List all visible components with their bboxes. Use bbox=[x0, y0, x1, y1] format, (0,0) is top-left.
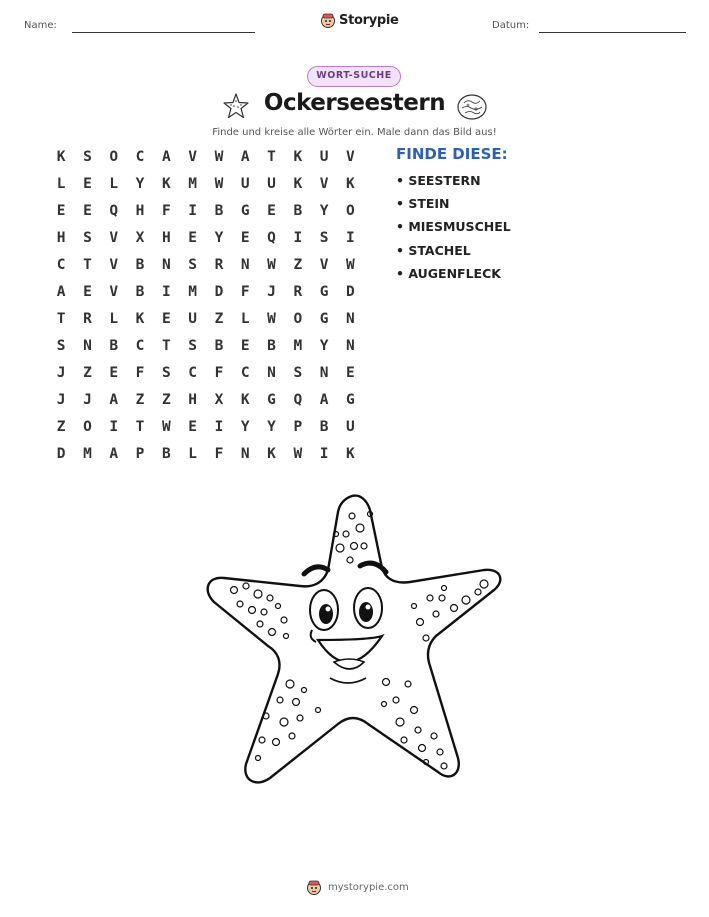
grid-letter: I bbox=[346, 230, 355, 246]
grid-letter: B bbox=[267, 338, 276, 354]
grid-row bbox=[48, 337, 364, 364]
grid-letter: S bbox=[188, 338, 197, 354]
grid-row bbox=[48, 445, 364, 472]
grid-letter: D bbox=[346, 284, 355, 300]
grid-letter: R bbox=[83, 311, 92, 327]
grid-letter: B bbox=[109, 338, 119, 354]
grid-letter: E bbox=[83, 176, 92, 192]
grid-letter: E bbox=[346, 365, 355, 381]
grid-letter: N bbox=[240, 446, 250, 462]
name-line bbox=[72, 32, 255, 33]
grid-letter: B bbox=[135, 257, 145, 273]
grid-letter: D bbox=[214, 284, 224, 300]
word-list-title: FINDE DIESE: bbox=[396, 145, 508, 163]
word-list-item: • STACHEL bbox=[396, 242, 471, 258]
grid-letter: I bbox=[161, 284, 171, 300]
word-list-item: • AUGENFLECK bbox=[396, 265, 501, 281]
grid-letter: A bbox=[240, 149, 250, 165]
grid-letter: R bbox=[214, 257, 224, 273]
grid-letter: D bbox=[56, 446, 66, 462]
grid-letter: G bbox=[267, 392, 276, 408]
grid-letter: L bbox=[188, 446, 197, 462]
grid-letter: M bbox=[293, 338, 303, 354]
grid-letter: N bbox=[346, 311, 355, 327]
grid-letter: U bbox=[188, 311, 197, 327]
grid-letter: V bbox=[319, 257, 329, 273]
grid-row bbox=[48, 229, 364, 256]
grid-letter: J bbox=[267, 284, 276, 300]
grid-letter: I bbox=[214, 419, 224, 435]
grid-letter: W bbox=[346, 257, 355, 273]
grid-letter: E bbox=[188, 230, 197, 246]
grid-letter: Y bbox=[240, 419, 250, 435]
grid-letter: A bbox=[319, 392, 329, 408]
grid-letter: I bbox=[188, 203, 197, 219]
grid-letter: J bbox=[83, 392, 92, 408]
word-list-item: • MIESMUSCHEL bbox=[396, 219, 511, 235]
word-list-item: • SEESTERN bbox=[396, 173, 481, 188]
grid-letter: B bbox=[214, 203, 224, 219]
grid-letter: Q bbox=[293, 392, 303, 408]
grid-letter: Y bbox=[135, 176, 145, 192]
grid-letter: C bbox=[240, 365, 250, 381]
grid-row bbox=[48, 283, 364, 310]
grid-letter: O bbox=[346, 203, 355, 219]
grid-letter: V bbox=[319, 176, 329, 192]
grid-letter: J bbox=[56, 392, 66, 408]
grid-letter: H bbox=[135, 203, 145, 219]
grid-letter: P bbox=[293, 419, 303, 435]
grid-letter: V bbox=[109, 230, 119, 246]
grid-letter: T bbox=[267, 149, 276, 165]
grid-row bbox=[48, 202, 364, 229]
grid-letter: W bbox=[267, 311, 276, 327]
grid-row bbox=[48, 364, 364, 391]
grid-letter: E bbox=[83, 203, 92, 219]
grid-letter: C bbox=[56, 257, 66, 273]
grid-letter: Y bbox=[267, 419, 276, 435]
grid-letter: S bbox=[161, 365, 171, 381]
page-title: Ockerseestern bbox=[263, 90, 446, 116]
grid-letter: Y bbox=[214, 230, 224, 246]
grid-letter: S bbox=[83, 230, 92, 246]
grid-letter: P bbox=[135, 446, 145, 462]
grid-letter: W bbox=[267, 257, 276, 273]
grid-letter: S bbox=[188, 257, 197, 273]
grid-letter: I bbox=[293, 230, 303, 246]
grid-letter: N bbox=[267, 365, 276, 381]
grid-letter: O bbox=[83, 419, 92, 435]
grid-letter: S bbox=[319, 230, 329, 246]
grid-letter: K bbox=[240, 392, 250, 408]
grid-letter: H bbox=[188, 392, 197, 408]
grid-letter: M bbox=[83, 446, 92, 462]
grid-letter: H bbox=[161, 230, 171, 246]
grid-letter: L bbox=[109, 311, 119, 327]
grid-letter: E bbox=[240, 230, 250, 246]
grid-row bbox=[48, 256, 364, 283]
grid-letter: F bbox=[161, 203, 171, 219]
grid-letter: A bbox=[161, 149, 171, 165]
grid-letter: B bbox=[161, 446, 171, 462]
grid-letter: I bbox=[109, 419, 119, 435]
grid-letter: F bbox=[214, 365, 224, 381]
grid-letter: K bbox=[135, 311, 145, 327]
grid-letter: G bbox=[319, 284, 329, 300]
brand-logo bbox=[320, 12, 399, 28]
grid-letter: I bbox=[319, 446, 329, 462]
grid-letter: W bbox=[214, 149, 224, 165]
grid-letter: N bbox=[319, 365, 329, 381]
grid-letter: E bbox=[161, 311, 171, 327]
grid-letter: T bbox=[135, 419, 145, 435]
grid-letter: N bbox=[161, 257, 171, 273]
grid-letter: K bbox=[346, 446, 355, 462]
grid-letter: K bbox=[346, 176, 355, 192]
grid-letter: X bbox=[214, 392, 224, 408]
grid-letter: K bbox=[267, 446, 276, 462]
grid-letter: F bbox=[135, 365, 145, 381]
grid-letter: Z bbox=[214, 311, 224, 327]
grid-letter: T bbox=[83, 257, 92, 273]
grid-letter: S bbox=[293, 365, 303, 381]
grid-letter: N bbox=[83, 338, 92, 354]
grid-row bbox=[48, 418, 364, 445]
grid-letter: H bbox=[56, 230, 66, 246]
grid-letter: R bbox=[293, 284, 303, 300]
rock-icon bbox=[456, 93, 488, 121]
starfish-illustration bbox=[200, 490, 510, 790]
name-label: Name: bbox=[24, 20, 57, 31]
grid-letter: K bbox=[293, 176, 303, 192]
grid-letter: A bbox=[56, 284, 66, 300]
word-search-badge: WORT-SUCHE bbox=[307, 66, 401, 87]
grid-letter: Z bbox=[293, 257, 303, 273]
pie-mascot-icon bbox=[306, 879, 322, 895]
brand-name: Storypie bbox=[339, 12, 399, 28]
starfish-outline-icon bbox=[222, 92, 250, 120]
grid-row bbox=[48, 391, 364, 418]
grid-letter: B bbox=[214, 338, 224, 354]
grid-letter: X bbox=[135, 230, 145, 246]
grid-letter: V bbox=[109, 284, 119, 300]
grid-letter: G bbox=[240, 203, 250, 219]
grid-letter: F bbox=[240, 284, 250, 300]
grid-letter: U bbox=[346, 419, 355, 435]
grid-letter: M bbox=[188, 176, 197, 192]
grid-letter: A bbox=[109, 392, 119, 408]
grid-letter: Q bbox=[109, 203, 119, 219]
grid-letter: E bbox=[83, 284, 92, 300]
grid-letter: Q bbox=[267, 230, 276, 246]
grid-letter: M bbox=[188, 284, 197, 300]
grid-letter: E bbox=[188, 419, 197, 435]
grid-row bbox=[48, 175, 364, 202]
grid-letter: E bbox=[109, 365, 119, 381]
grid-letter: V bbox=[346, 149, 355, 165]
grid-letter: Y bbox=[319, 338, 329, 354]
grid-letter: O bbox=[293, 311, 303, 327]
grid-letter: Z bbox=[161, 392, 171, 408]
grid-letter: N bbox=[346, 338, 355, 354]
grid-letter: B bbox=[293, 203, 303, 219]
grid-letter: O bbox=[109, 149, 119, 165]
grid-letter: K bbox=[161, 176, 171, 192]
date-label: Datum: bbox=[492, 20, 530, 31]
grid-letter: Z bbox=[135, 392, 145, 408]
grid-letter: E bbox=[267, 203, 276, 219]
grid-letter: U bbox=[319, 149, 329, 165]
grid-letter: G bbox=[346, 392, 355, 408]
grid-letter: C bbox=[135, 338, 145, 354]
grid-letter: C bbox=[135, 149, 145, 165]
grid-letter: K bbox=[56, 149, 66, 165]
grid-letter: V bbox=[109, 257, 119, 273]
grid-letter: W bbox=[214, 176, 224, 192]
grid-letter: L bbox=[240, 311, 250, 327]
grid-row bbox=[48, 148, 364, 175]
instructions: Finde und kreise alle Wörter ein. Male dann das Bild aus! bbox=[212, 127, 497, 138]
grid-letter: J bbox=[56, 365, 66, 381]
grid-letter: E bbox=[240, 338, 250, 354]
grid-letter: K bbox=[293, 149, 303, 165]
grid-letter: T bbox=[56, 311, 66, 327]
grid-letter: Z bbox=[56, 419, 66, 435]
grid-row bbox=[48, 310, 364, 337]
grid-letter: C bbox=[188, 365, 197, 381]
grid-letter: N bbox=[240, 257, 250, 273]
grid-letter: L bbox=[56, 176, 66, 192]
grid-letter: Y bbox=[319, 203, 329, 219]
footer bbox=[306, 879, 409, 895]
word-list-item: • STEIN bbox=[396, 196, 450, 212]
word-list bbox=[396, 172, 511, 288]
grid-letter: U bbox=[267, 176, 276, 192]
grid-letter: G bbox=[319, 311, 329, 327]
grid-letter: W bbox=[293, 446, 303, 462]
grid-letter: Z bbox=[83, 365, 92, 381]
grid-letter: T bbox=[161, 338, 171, 354]
pie-mascot-icon bbox=[320, 12, 336, 28]
grid-letter: A bbox=[109, 446, 119, 462]
grid-letter: B bbox=[135, 284, 145, 300]
footer-url: mystorypie.com bbox=[328, 881, 409, 893]
grid-letter: F bbox=[214, 446, 224, 462]
grid-letter: L bbox=[109, 176, 119, 192]
grid-letter: V bbox=[188, 149, 197, 165]
grid-letter: W bbox=[161, 419, 171, 435]
grid-letter: U bbox=[240, 176, 250, 192]
date-line bbox=[539, 32, 686, 33]
grid-letter: S bbox=[83, 149, 92, 165]
grid-letter: E bbox=[56, 203, 66, 219]
grid-letter: S bbox=[56, 338, 66, 354]
letter-grid bbox=[48, 148, 364, 472]
grid-letter: B bbox=[319, 419, 329, 435]
